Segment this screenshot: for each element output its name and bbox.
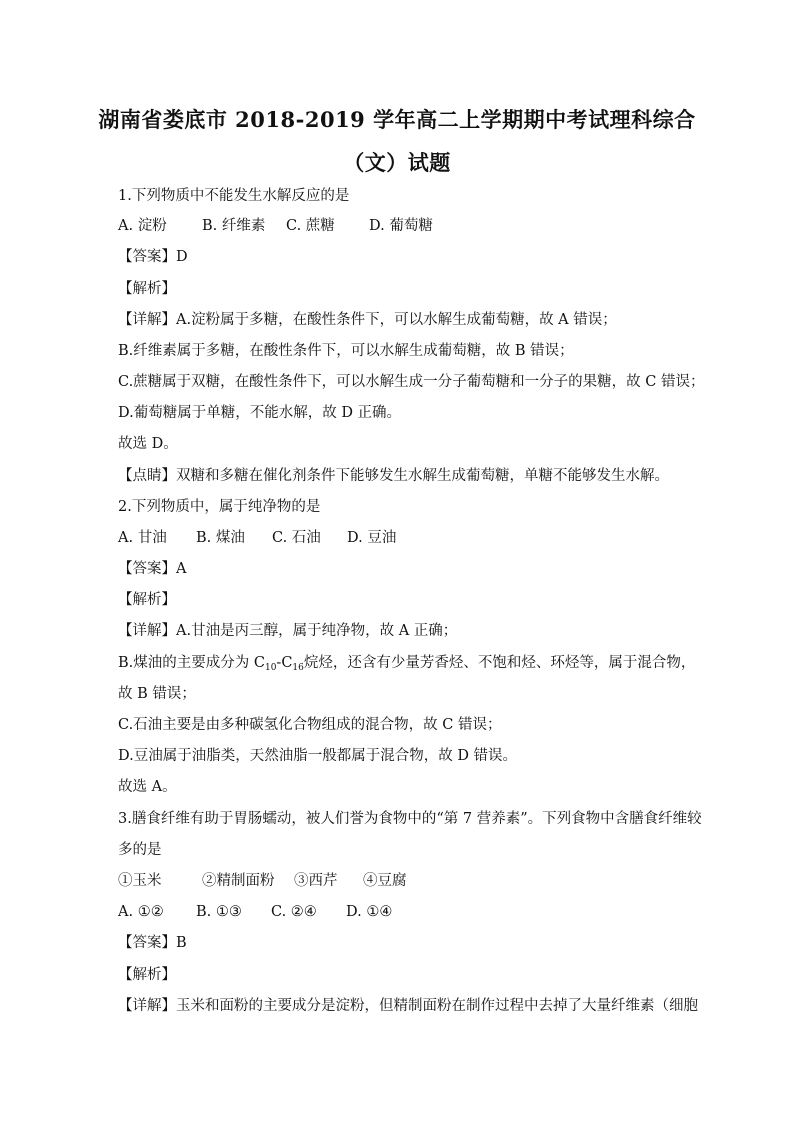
- q3-detail-1: 【详解】玉米和面粉的主要成分是淀粉，但精制面粉在制作过程中去掉了大量纤维素（细胞: [118, 998, 698, 1014]
- q2-option-b: B. 煤油: [196, 530, 245, 546]
- q1-option-a: A. 淀粉: [118, 218, 167, 234]
- q3-item-2: ②精制面粉: [202, 873, 275, 889]
- q1-detail-3: C.蔗糖属于双糖，在酸性条件下，可以水解生成一分子葡萄糖和一分子的果糖，故 C 错误；: [118, 374, 705, 390]
- q2-option-a: A. 甘油: [118, 530, 167, 546]
- q2-detail-2: B.煤油的主要成分为 $C_{10}-C_{16}$烷烃，还含有少量芳香烃、不饱和烃、环烃等，属于混合物，: [118, 655, 696, 673]
- q1-detail-2: B.纤维素属于多糖，在酸性条件下，可以水解生成葡萄糖，故 B 错误；: [118, 343, 574, 359]
- q1-conclusion: 故选 D。: [118, 436, 178, 452]
- q3-option-a: A. ①②: [118, 904, 164, 920]
- q3-item-1: ①玉米: [118, 873, 162, 889]
- q1-answer: 【答案】D: [118, 249, 188, 265]
- q3-option-c: C. ②④: [271, 904, 317, 920]
- q2-detail-2-cont: 故 B 错误；: [118, 686, 196, 702]
- q2-conclusion: 故选 A。: [118, 779, 177, 795]
- q3-analysis-heading: 【解析】: [118, 967, 176, 983]
- q1-stem: 1.下列物质中不能发生水解反应的是: [118, 188, 350, 204]
- q2-option-c: C. 石油: [272, 530, 321, 546]
- q2-detail-1: 【详解】A.甘油是丙三醇，属于纯净物，故 A 正确；: [118, 623, 458, 639]
- q1-option-b: B. 纤维素: [202, 218, 266, 234]
- q1-option-d: D. 葡萄糖: [369, 218, 433, 234]
- q3-item-4: ④豆腐: [363, 873, 407, 889]
- q3-items: [118, 871, 407, 891]
- document-title-line2: （文）试题: [343, 150, 451, 175]
- q3-option-d: D. ①④: [346, 904, 393, 920]
- q2-analysis-heading: 【解析】: [118, 592, 176, 608]
- q2-detail-3: C.石油主要是由多种碳氢化合物组成的混合物，故 C 错误；: [118, 717, 502, 733]
- q3-stem-1: 3.膳食纤维有助于胃肠蠕动，被人们誉为食物中的“第 7 营养素”。下列食物中含膳食纤维较: [118, 811, 702, 827]
- document-title-line1: 湖南省娄底市 2018-2019 学年高二上学期期中考试理科综合: [98, 107, 696, 132]
- q3-option-b: B. ①③: [196, 904, 242, 920]
- q1-option-c: C. 蔗糖: [286, 218, 335, 234]
- q1-tip: 【点睛】双糖和多糖在催化剂条件下能够发生水解生成葡萄糖，单糖不能够发生水解。: [118, 468, 669, 484]
- q3-stem-2: 多的是: [118, 842, 162, 858]
- q2-option-d: D. 豆油: [347, 530, 397, 546]
- q1-detail-1: 【详解】A.淀粉属于多糖，在酸性条件下，可以水解生成葡萄糖，故 A 错误；: [118, 312, 617, 328]
- q2-stem: 2.下列物质中，属于纯净物的是: [118, 499, 321, 515]
- q1-analysis-heading: 【解析】: [118, 281, 176, 297]
- q3-item-3: ③西芹: [294, 873, 338, 889]
- q3-options: [118, 902, 392, 922]
- q1-detail-4: D.葡萄糖属于单糖，不能水解，故 D 正确。: [118, 405, 402, 421]
- q3-answer: 【答案】B: [118, 935, 187, 951]
- q1-options: [118, 216, 433, 236]
- q2-options: [118, 528, 396, 548]
- q2-detail-4: D.豆油属于油脂类，天然油脂一般都属于混合物，故 D 错误。: [118, 748, 518, 764]
- q2-answer: 【答案】A: [118, 561, 187, 577]
